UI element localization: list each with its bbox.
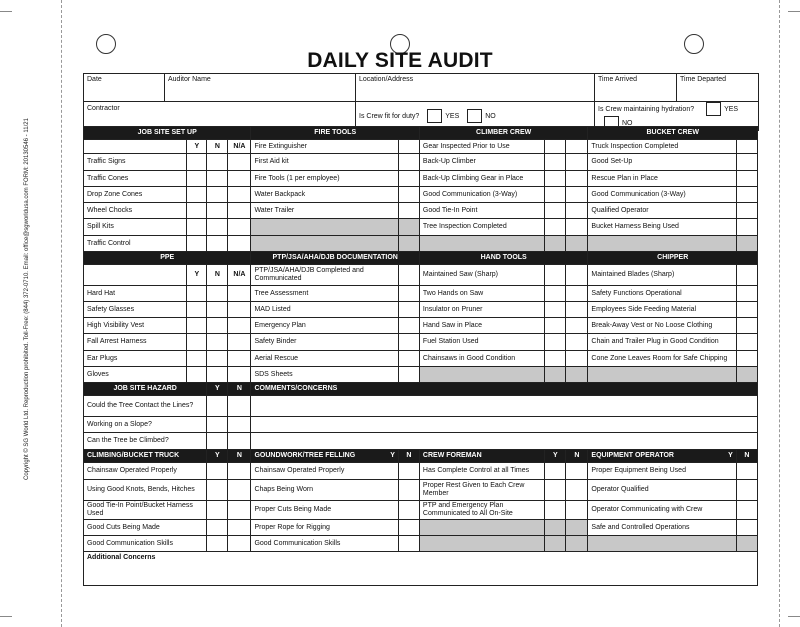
- check-cell[interactable]: [736, 140, 757, 154]
- y-column-label: Y: [390, 452, 395, 459]
- shaded-cell: [736, 367, 757, 383]
- check-cell[interactable]: [187, 219, 207, 236]
- list-item: SDS Sheets: [251, 367, 398, 383]
- list-item: Gear Inspected Prior to Use: [419, 140, 544, 154]
- list-item: Good Communication Skills: [84, 536, 207, 552]
- y-column-label: Y: [207, 450, 228, 463]
- list-item: Back-Up Climber: [419, 154, 544, 171]
- location-field[interactable]: Location/Address: [356, 74, 595, 102]
- list-item: Fire Extinguisher: [251, 140, 398, 154]
- crew-fit-no-label: NO: [485, 112, 496, 120]
- check-cell[interactable]: [228, 154, 251, 171]
- check-cell[interactable]: [566, 501, 588, 520]
- n-column-label: N: [228, 450, 251, 463]
- check-cell[interactable]: [736, 203, 757, 219]
- shaded-cell: [588, 536, 736, 552]
- check-cell[interactable]: [187, 154, 207, 171]
- list-item: Emergency Plan: [251, 318, 398, 334]
- list-item: Good Tie-In Point/Bucket Harness Used: [84, 501, 207, 520]
- check-cell[interactable]: [228, 520, 251, 536]
- hydration-no-label: NO: [622, 119, 633, 127]
- check-cell[interactable]: [736, 463, 757, 480]
- check-cell[interactable]: [187, 187, 207, 203]
- check-cell[interactable]: [228, 433, 251, 450]
- check-cell[interactable]: [736, 154, 757, 171]
- check-cell[interactable]: [207, 480, 228, 501]
- check-cell[interactable]: [228, 334, 251, 351]
- check-cell[interactable]: [736, 501, 757, 520]
- list-item: First Aid kit: [251, 154, 398, 171]
- check-cell[interactable]: [207, 187, 228, 203]
- check-cell[interactable]: [545, 286, 566, 302]
- check-cell[interactable]: [545, 203, 566, 219]
- climbing-bucket-truck-header: CLIMBING/BUCKET TRUCK: [84, 450, 207, 463]
- check-cell[interactable]: [566, 334, 588, 351]
- check-cell[interactable]: [228, 480, 251, 501]
- check-cell[interactable]: [207, 536, 228, 552]
- list-item: Good Cuts Being Made: [84, 520, 207, 536]
- check-cell[interactable]: [398, 318, 419, 334]
- shaded-cell: [545, 520, 566, 536]
- list-item: Good Communication (3-Way): [419, 187, 544, 203]
- list-item: Bucket Harness Being Used: [588, 219, 736, 236]
- check-cell[interactable]: [398, 302, 419, 318]
- copyright-text: Copyright © SG World Ltd. Reproduction prohibited. Toll-Free: (844) 372-0710. Email: office@sgworldusa.com FORM: 20130546 - 11/21: [24, 118, 30, 480]
- list-item: Back-Up Climbing Gear in Place: [419, 171, 544, 187]
- check-cell[interactable]: [736, 171, 757, 187]
- n-column-label: N: [398, 450, 419, 463]
- shaded-cell: [251, 219, 398, 236]
- list-item: Has Complete Control at all Times: [419, 463, 544, 480]
- list-item: Qualified Operator: [588, 203, 736, 219]
- check-cell[interactable]: [228, 302, 251, 318]
- list-item: Maintained Saw (Sharp): [419, 265, 544, 286]
- check-cell[interactable]: [398, 480, 419, 501]
- hazard-n-label: N: [228, 383, 251, 396]
- crop-mark: [0, 11, 12, 12]
- check-cell[interactable]: [545, 351, 566, 367]
- check-cell[interactable]: [566, 463, 588, 480]
- check-cell[interactable]: [228, 536, 251, 552]
- check-cell[interactable]: [545, 318, 566, 334]
- check-cell[interactable]: [228, 318, 251, 334]
- list-item: Employees Side Feeding Material: [588, 302, 736, 318]
- time-departed-field[interactable]: Time Departed: [677, 74, 759, 102]
- hand-tools-header: HAND TOOLS: [419, 252, 587, 265]
- bucket-crew-header: BUCKET CREW: [588, 127, 758, 140]
- check-cell[interactable]: [207, 236, 228, 252]
- shaded-cell: [398, 236, 419, 252]
- check-cell[interactable]: [566, 219, 588, 236]
- check-cell[interactable]: [207, 171, 228, 187]
- na-column-label: N/A: [228, 140, 251, 154]
- check-cell[interactable]: [187, 203, 207, 219]
- page-title: DAILY SITE AUDIT: [307, 49, 493, 72]
- check-cell[interactable]: [398, 265, 419, 286]
- climber-crew-header: CLIMBER CREW: [419, 127, 587, 140]
- shaded-cell: [398, 219, 419, 236]
- list-item: Working on a Slope?: [84, 417, 207, 433]
- list-item: Ear Plugs: [84, 351, 187, 367]
- list-item: Safety Binder: [251, 334, 398, 351]
- check-cell[interactable]: [545, 480, 566, 501]
- list-item: Break-Away Vest or No Loose Clothing: [588, 318, 736, 334]
- check-cell[interactable]: [228, 396, 251, 417]
- check-cell[interactable]: [207, 463, 228, 480]
- list-item: PTP and Emergency Plan Communicated to All On-Site: [419, 501, 544, 520]
- check-cell[interactable]: [398, 367, 419, 383]
- check-cell[interactable]: [228, 286, 251, 302]
- list-item: Chain and Trailer Plug in Good Condition: [588, 334, 736, 351]
- list-item: Water Trailer: [251, 203, 398, 219]
- list-item: Safety Functions Operational: [588, 286, 736, 302]
- check-cell[interactable]: [228, 236, 251, 252]
- crew-fit-no-checkbox[interactable]: [467, 109, 482, 123]
- check-cell[interactable]: [398, 187, 419, 203]
- check-cell[interactable]: [207, 318, 228, 334]
- check-cell[interactable]: [736, 480, 757, 501]
- check-cell[interactable]: [228, 187, 251, 203]
- list-item: MAD Listed: [251, 302, 398, 318]
- additional-concerns-label: Additional Concerns: [87, 554, 156, 561]
- list-item: Can the Tree be Climbed?: [84, 433, 207, 450]
- check-cell[interactable]: [228, 219, 251, 236]
- equipment-operator-header: [588, 450, 736, 463]
- na-column-label: N/A: [228, 265, 251, 286]
- shaded-cell: [588, 367, 736, 383]
- list-item: Proper Cuts Being Made: [251, 501, 398, 520]
- hazard-y-label: Y: [207, 383, 228, 396]
- shaded-cell: [566, 236, 588, 252]
- comments-line[interactable]: [251, 433, 758, 450]
- check-cell[interactable]: [566, 203, 588, 219]
- check-cell[interactable]: [545, 501, 566, 520]
- shaded-cell: [566, 520, 588, 536]
- list-item: Chaps Being Worn: [251, 480, 398, 501]
- list-item: Good Communication (3-Way): [588, 187, 736, 203]
- check-cell[interactable]: [228, 463, 251, 480]
- list-item: Operator Qualified: [588, 480, 736, 501]
- crew-foreman-header: CREW FOREMAN: [419, 450, 544, 463]
- list-item: Traffic Signs: [84, 154, 187, 171]
- perforation-line: [779, 0, 780, 627]
- check-cell[interactable]: [566, 265, 588, 286]
- check-cell[interactable]: [398, 520, 419, 536]
- check-cell[interactable]: [228, 417, 251, 433]
- list-item: Insulator on Pruner: [419, 302, 544, 318]
- list-item: Wheel Chocks: [84, 203, 187, 219]
- check-cell[interactable]: [207, 154, 228, 171]
- check-cell[interactable]: [545, 302, 566, 318]
- list-item: Chainsaw Operated Properly: [251, 463, 398, 480]
- check-cell[interactable]: [207, 219, 228, 236]
- check-cell[interactable]: [187, 367, 207, 383]
- list-item: Gloves: [84, 367, 187, 383]
- list-item: Could the Tree Contact the Lines?: [84, 396, 207, 417]
- check-cell[interactable]: [398, 501, 419, 520]
- check-cell[interactable]: [736, 286, 757, 302]
- check-cell[interactable]: [566, 480, 588, 501]
- check-cell[interactable]: [736, 520, 757, 536]
- comments-header: COMMENTS/CONCERNS: [251, 383, 758, 396]
- shaded-cell: [736, 536, 757, 552]
- crop-mark: [0, 616, 12, 617]
- list-item: Traffic Control: [84, 236, 187, 252]
- check-cell[interactable]: [207, 367, 228, 383]
- list-item: Two Hands on Saw: [419, 286, 544, 302]
- check-cell[interactable]: [187, 236, 207, 252]
- list-item: Traffic Cones: [84, 171, 187, 187]
- crew-fit-yes-label: YES: [445, 112, 460, 120]
- shaded-cell: [736, 236, 757, 252]
- check-cell[interactable]: [187, 286, 207, 302]
- check-cell[interactable]: [187, 302, 207, 318]
- n-column-label: N: [207, 140, 228, 154]
- list-item: Fuel Station Used: [419, 334, 544, 351]
- n-column-label: N: [207, 265, 228, 286]
- list-item: Chainsaws in Good Condition: [419, 351, 544, 367]
- hydration-yes-label: YES: [724, 105, 739, 113]
- shaded-cell: [566, 536, 588, 552]
- comments-line[interactable]: [251, 417, 758, 433]
- list-item: PTP/JSA/AHA/DJB Completed and Communicated: [251, 265, 398, 286]
- perforation-line: [61, 0, 62, 627]
- auditor-name-field[interactable]: Auditor Name: [165, 74, 356, 102]
- check-cell[interactable]: [545, 140, 566, 154]
- shaded-cell: [419, 536, 544, 552]
- check-cell[interactable]: [207, 351, 228, 367]
- check-cell[interactable]: [566, 171, 588, 187]
- list-item: Good Set-Up: [588, 154, 736, 171]
- check-cell[interactable]: [566, 140, 588, 154]
- hydration-yes-checkbox[interactable]: [706, 102, 721, 116]
- list-item: Tree Inspection Completed: [419, 219, 544, 236]
- y-column-label: Y: [545, 450, 566, 463]
- check-cell[interactable]: [545, 463, 566, 480]
- check-cell[interactable]: [187, 351, 207, 367]
- check-cell[interactable]: [398, 171, 419, 187]
- check-cell[interactable]: [228, 501, 251, 520]
- check-cell[interactable]: [736, 334, 757, 351]
- check-cell[interactable]: [398, 334, 419, 351]
- y-column-label: Y: [187, 265, 207, 286]
- list-item: Operator Communicating with Crew: [588, 501, 736, 520]
- crew-fit-yes-checkbox[interactable]: [427, 109, 442, 123]
- check-cell[interactable]: [228, 203, 251, 219]
- check-cell[interactable]: [207, 302, 228, 318]
- list-item: Using Good Knots, Bends, Hitches: [84, 480, 207, 501]
- list-item: Fire Tools (1 per employee): [251, 171, 398, 187]
- check-cell[interactable]: [207, 501, 228, 520]
- check-cell[interactable]: [545, 219, 566, 236]
- groundwork-header: [251, 450, 398, 463]
- list-item: Rescue Plan in Place: [588, 171, 736, 187]
- list-item: Aerial Rescue: [251, 351, 398, 367]
- shaded-cell: [419, 367, 544, 383]
- list-item: Proper Rest Given to Each Crew Member: [419, 480, 544, 501]
- list-item: Proper Rope for Rigging: [251, 520, 398, 536]
- time-arrived-field[interactable]: Time Arrived: [595, 74, 677, 102]
- list-item: Safe and Controlled Operations: [588, 520, 736, 536]
- check-cell[interactable]: [736, 219, 757, 236]
- check-cell[interactable]: [545, 187, 566, 203]
- list-item: Cone Zone Leaves Room for Safe Chipping: [588, 351, 736, 367]
- shaded-cell: [251, 236, 398, 252]
- check-cell[interactable]: [545, 334, 566, 351]
- check-cell[interactable]: [736, 318, 757, 334]
- list-item: Tree Assessment: [251, 286, 398, 302]
- check-cell[interactable]: [187, 334, 207, 351]
- list-item: Truck Inspection Completed: [588, 140, 736, 154]
- list-item: Water Backpack: [251, 187, 398, 203]
- contractor-label: Contractor: [87, 105, 120, 112]
- check-cell[interactable]: [398, 154, 419, 171]
- header-table: [83, 73, 759, 131]
- check-cell[interactable]: [736, 265, 757, 286]
- check-cell[interactable]: [207, 433, 228, 450]
- list-item: Spill Kits: [84, 219, 187, 236]
- check-cell[interactable]: [545, 154, 566, 171]
- shaded-cell: [419, 236, 544, 252]
- check-cell[interactable]: [566, 351, 588, 367]
- crop-mark: [788, 11, 800, 12]
- check-cell[interactable]: [736, 302, 757, 318]
- check-cell[interactable]: [736, 351, 757, 367]
- shaded-cell: [545, 536, 566, 552]
- check-cell[interactable]: [566, 154, 588, 171]
- check-cell[interactable]: [398, 203, 419, 219]
- check-cell[interactable]: [398, 536, 419, 552]
- shaded-cell: [545, 367, 566, 383]
- check-cell[interactable]: [566, 318, 588, 334]
- check-cell[interactable]: [228, 351, 251, 367]
- equipment-operator-title: EQUIPMENT OPERATOR: [591, 452, 674, 459]
- check-cell[interactable]: [398, 286, 419, 302]
- blank-cell: [84, 265, 187, 286]
- check-cell[interactable]: [187, 318, 207, 334]
- list-item: Drop Zone Cones: [84, 187, 187, 203]
- list-item: Fall Arrest Harness: [84, 334, 187, 351]
- check-cell[interactable]: [207, 396, 228, 417]
- hydration-label: Is Crew maintaining hydration?: [598, 105, 695, 113]
- check-cell[interactable]: [228, 367, 251, 383]
- fire-tools-header: FIRE TOOLS: [251, 127, 419, 140]
- list-item: Proper Equipment Being Used: [588, 463, 736, 480]
- ppe-header: PPE: [84, 252, 251, 265]
- date-field[interactable]: Date: [84, 74, 165, 102]
- shaded-cell: [545, 236, 566, 252]
- check-cell[interactable]: [566, 302, 588, 318]
- additional-concerns-box[interactable]: [84, 552, 758, 586]
- list-item: Chainsaw Operated Properly: [84, 463, 207, 480]
- shaded-cell: [566, 367, 588, 383]
- check-cell[interactable]: [545, 171, 566, 187]
- job-site-hazard-header: JOB SITE HAZARD: [84, 383, 207, 396]
- check-cell[interactable]: [545, 265, 566, 286]
- check-cell[interactable]: [207, 417, 228, 433]
- list-item: Hard Hat: [84, 286, 187, 302]
- list-item: Good Tie-In Point: [419, 203, 544, 219]
- ptp-documentation-header: PTP/JSA/AHA/DJB DOCUMENTATION: [251, 252, 419, 265]
- comments-line[interactable]: [251, 396, 758, 417]
- blank-cell: [84, 140, 187, 154]
- y-column-label: Y: [728, 452, 733, 459]
- check-cell[interactable]: [398, 351, 419, 367]
- check-cell[interactable]: [566, 187, 588, 203]
- n-column-label: N: [566, 450, 588, 463]
- job-site-set-up-header: JOB SITE SET UP: [84, 127, 251, 140]
- groundwork-title: GOUNDWORK/TREE FELLING: [254, 452, 356, 459]
- shaded-cell: [419, 520, 544, 536]
- check-cell[interactable]: [207, 286, 228, 302]
- check-cell[interactable]: [207, 203, 228, 219]
- list-item: Hand Saw in Place: [419, 318, 544, 334]
- n-column-label: N: [736, 450, 757, 463]
- check-cell[interactable]: [566, 286, 588, 302]
- crop-mark: [788, 616, 800, 617]
- list-item: Maintained Blades (Sharp): [588, 265, 736, 286]
- chipper-header: CHIPPER: [588, 252, 758, 265]
- check-cell[interactable]: [187, 171, 207, 187]
- shaded-cell: [588, 236, 736, 252]
- check-cell[interactable]: [228, 171, 251, 187]
- crew-fit-label: Is Crew fit for duty?: [359, 112, 420, 120]
- check-cell[interactable]: [736, 187, 757, 203]
- list-item: Good Communication Skills: [251, 536, 398, 552]
- check-cell[interactable]: [398, 463, 419, 480]
- y-column-label: Y: [187, 140, 207, 154]
- check-cell[interactable]: [398, 140, 419, 154]
- check-cell[interactable]: [207, 520, 228, 536]
- check-cell[interactable]: [207, 334, 228, 351]
- list-item: High Visibility Vest: [84, 318, 187, 334]
- list-item: Safety Glasses: [84, 302, 187, 318]
- audit-grid: [83, 126, 758, 586]
